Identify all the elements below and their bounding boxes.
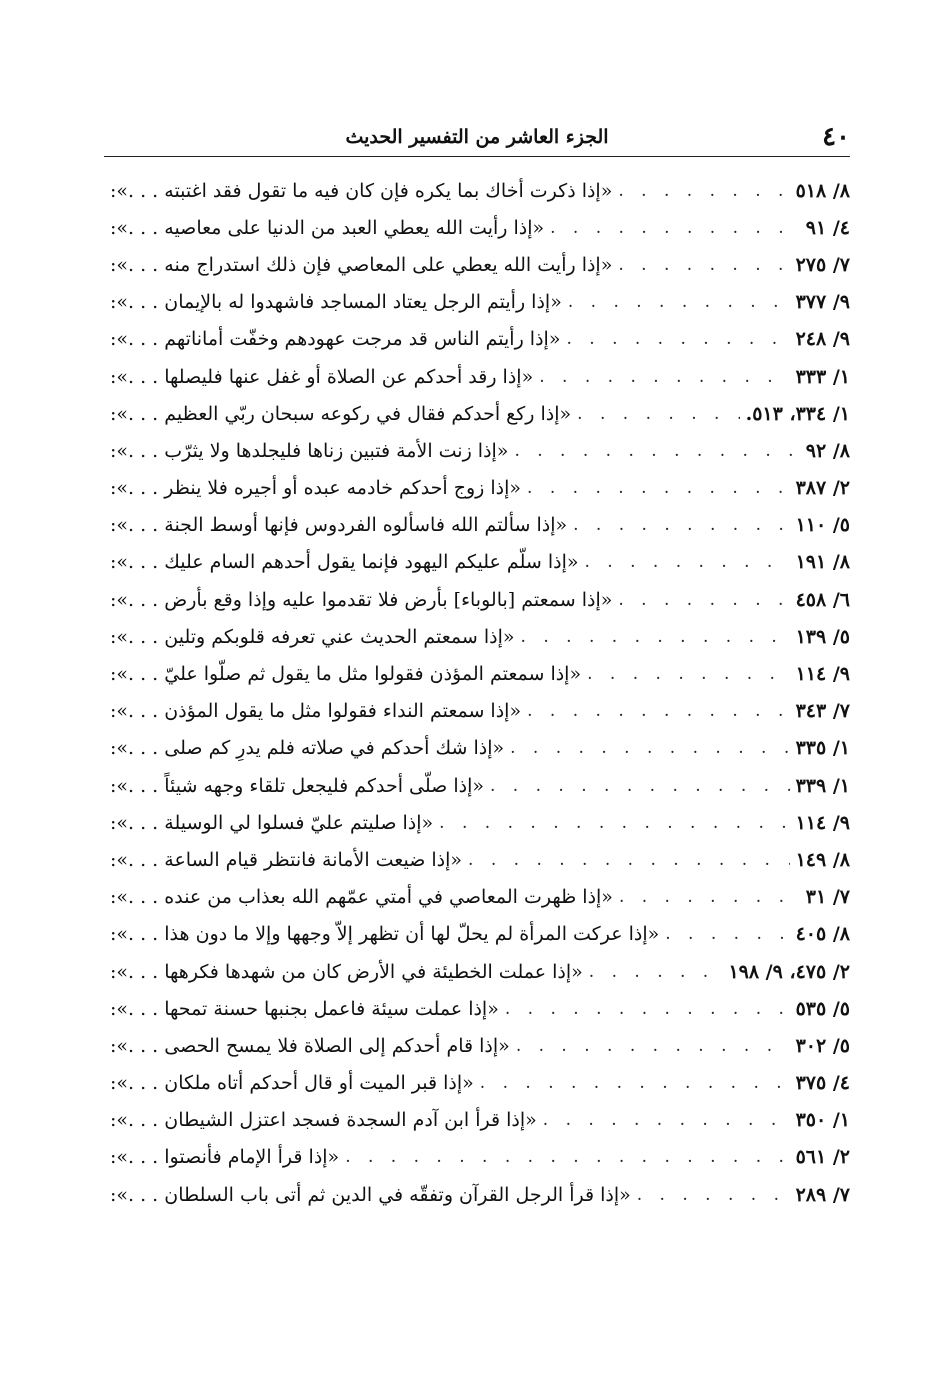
entry-text: «إذا صليتم عليّ فسلوا لي الوسيلة . . .»: — [110, 811, 434, 834]
entry-reference: ٧/ ٢٧٥ — [795, 253, 850, 276]
entry-reference: ٨/ ١٤٩ — [795, 848, 850, 871]
index-entry — [104, 1176, 850, 1213]
index-entry — [104, 693, 850, 730]
entry-reference: ٤/ ٩١ — [805, 216, 850, 239]
entry-reference: ١/ ٣٣٩ — [795, 774, 850, 797]
index-entry — [104, 804, 850, 841]
entry-reference: ٧/ ٢٨٩ — [795, 1183, 850, 1206]
index-entry — [104, 395, 850, 432]
dot-leader — [439, 813, 789, 833]
entry-text: «إذا سمعتم المؤذن فقولوا مثل ما يقول ثم صلّوا عليّ . . .»: — [110, 663, 582, 686]
dot-leader — [468, 850, 790, 870]
dot-leader — [566, 329, 789, 349]
entry-reference: ١/ ٣٣٣ — [795, 365, 850, 388]
page-number: ٤٠ — [822, 122, 850, 152]
index-entry — [104, 172, 850, 209]
dot-leader — [619, 887, 800, 907]
entry-reference: ٥/ ١٣٩ — [795, 625, 850, 648]
entry-text: «إذا قبر الميت أو قال أحدكم أتاه ملكان . . .»: — [110, 1072, 474, 1095]
entry-reference: ٥/ ١١٠ — [795, 514, 850, 537]
dot-leader — [514, 441, 799, 461]
entry-text: «إذا سمعتم الحديث عني تعرفه قلوبكم وتلين . . .»: — [110, 625, 515, 648]
entry-reference: ٩/ ١١٤ — [795, 811, 850, 834]
dot-leader — [490, 776, 790, 796]
index-entry — [104, 1027, 850, 1064]
index-entry — [104, 1102, 850, 1139]
dot-leader — [584, 552, 789, 572]
entry-reference: ٦/ ٤٥٨ — [795, 588, 850, 611]
page-header — [104, 118, 850, 157]
entry-text: «إذا سمعتم [بالوباء] بأرض فلا تقدموا عليه وإذا وقع بأرض . . .»: — [110, 588, 613, 611]
entry-reference: ١/ ٣٣٥ — [795, 737, 850, 760]
entry-text: «إذا قرأ الإمام فأنصتوا . . .»: — [110, 1146, 340, 1169]
entry-text: «إذا قرأ الرجل القرآن وتفقّه في الدين ثم أتى باب السلطان . . .»: — [110, 1183, 631, 1206]
dot-leader — [568, 292, 790, 312]
entry-reference: ٥/ ٣٠٢ — [795, 1034, 850, 1057]
index-entry — [104, 507, 850, 544]
index-entry — [104, 916, 850, 953]
dot-leader — [618, 590, 789, 610]
index-entry — [104, 581, 850, 618]
entry-text: «إذا قام أحدكم إلى الصلاة فلا يمسح الحصى . . .»: — [110, 1034, 510, 1057]
entry-text: «إذا ضيعت الأمانة فانتظر قيام الساعة . . .»: — [110, 848, 463, 871]
index-entry — [104, 953, 850, 990]
entry-reference: ٤/ ٣٧٥ — [795, 1072, 850, 1095]
dot-leader — [527, 478, 790, 498]
entry-text: «إذا رأيت الله يعطي العبد من الدنيا على معاصيه . . .»: — [110, 216, 545, 239]
entry-reference: ٩/ ١١٤ — [795, 663, 850, 686]
entry-reference: ٩/ ٢٤٨ — [795, 328, 850, 351]
entry-text: «إذا زوج أحدكم خادمه عبده أو أجيره فلا ينظر . . .»: — [110, 477, 522, 500]
index-entry — [104, 618, 850, 655]
index-entry — [104, 432, 850, 469]
entry-reference: ٢/ ٥٦١ — [795, 1146, 850, 1169]
index-entry — [104, 767, 850, 804]
dot-leader — [527, 701, 790, 721]
entry-text: «إذا رأيتم الرجل يعتاد المساجد فاشهدوا له بالإيمان . . .»: — [110, 291, 562, 314]
index-entry — [104, 321, 850, 358]
entry-reference: ٨/ ٤٠٥ — [795, 923, 850, 946]
entry-text: «إذا سألتم الله فاسألوه الفردوس فإنها أوسط الجنة . . .»: — [110, 514, 568, 537]
entry-text: «إذا عملت سيئة فاعمل بجنبها حسنة تمحها . . .»: — [110, 997, 499, 1020]
dot-leader — [589, 962, 723, 982]
entry-text: «إذا سمعتم النداء فقولوا مثل ما يقول المؤذن . . .»: — [110, 700, 522, 723]
index-entry — [104, 358, 850, 395]
hadith-index-list — [104, 172, 850, 1213]
dot-leader — [573, 515, 789, 535]
dot-leader — [618, 255, 789, 275]
entry-reference: ٨/ ٥١٨ — [795, 179, 850, 202]
index-entry — [104, 879, 850, 916]
index-entry — [104, 655, 850, 692]
dot-leader — [543, 1110, 790, 1130]
entry-reference: ٩/ ٣٧٧ — [795, 291, 850, 314]
index-entry — [104, 544, 850, 581]
index-entry — [104, 246, 850, 283]
dot-leader — [480, 1073, 790, 1093]
entry-text: «إذا عملت الخطيئة في الأرض كان من شهدها فكرهها . . .»: — [110, 960, 583, 983]
dot-leader — [577, 404, 739, 424]
dot-leader — [505, 999, 790, 1019]
index-entry — [104, 1065, 850, 1102]
index-entry — [104, 841, 850, 878]
dot-leader — [637, 1185, 790, 1205]
entry-text: «إذا ركع أحدكم فقال في ركوعه سبحان ربّي العظيم . . .»: — [110, 402, 572, 425]
dot-leader — [510, 738, 789, 758]
entry-text: «إذا رأيت الله يعطي على المعاصي فإن ذلك استدراج منه . . .»: — [110, 253, 613, 276]
entry-text: «إذا عركت المرأة لم يحلّ لها أن تظهر إلاّ وجهها وإلا ما دون هذا . . .»: — [110, 923, 660, 946]
index-entry — [104, 1139, 850, 1176]
entry-reference: ٨/ ١٩١ — [795, 551, 850, 574]
entry-reference: ٢/ ٣٨٧ — [795, 477, 850, 500]
entry-text: «إذا ذكرت أخاك بما يكره فإن كان فيه ما تقول فقد اغتبته . . .»: — [110, 179, 613, 202]
dot-leader — [665, 924, 789, 944]
entry-reference: ٢/ ٤٧٥، ٩/ ١٩٨ — [728, 960, 850, 983]
dot-leader — [618, 181, 789, 201]
entry-text: «إذا سلّم عليكم اليهود فإنما يقول أحدهم السام عليك . . .»: — [110, 551, 579, 574]
index-entry — [104, 470, 850, 507]
entry-text: «إذا شك أحدكم في صلاته فلم يدرِ كم صلى . . .»: — [110, 737, 505, 760]
entry-reference: ٧/ ٣٤٣ — [795, 700, 850, 723]
entry-reference: ٧/ ٣١ — [805, 886, 850, 909]
index-entry — [104, 284, 850, 321]
dot-leader — [550, 218, 800, 238]
entry-text: «إذا صلّى أحدكم فليجعل تلقاء وجهه شيئاً . . .»: — [110, 774, 484, 797]
entry-reference: ١/ ٣٣٤، ٥١٣. — [745, 402, 850, 425]
dot-leader — [521, 627, 790, 647]
entry-text: «إذا ظهرت المعاصي في أمتي عمّهم الله بعذاب من عنده . . .»: — [110, 886, 613, 909]
index-entry — [104, 990, 850, 1027]
index-entry — [104, 730, 850, 767]
dot-leader — [516, 1036, 790, 1056]
dot-leader — [539, 367, 789, 387]
entry-text: «إذا قرأ ابن آدم السجدة فسجد اعتزل الشيطان . . .»: — [110, 1109, 537, 1132]
index-entry — [104, 209, 850, 246]
entry-reference: ٨/ ٩٢ — [805, 439, 850, 462]
entry-text: «إذا رأيتم الناس قد مرجت عهودهم وخفّت أماناتهم . . .»: — [110, 328, 561, 351]
dot-leader — [587, 664, 790, 684]
entry-reference: ١/ ٣٥٠ — [795, 1109, 850, 1132]
entry-reference: ٥/ ٥٣٥ — [795, 997, 850, 1020]
entry-text: «إذا زنت الأمة فتبين زناها فليجلدها ولا يثرّب . . .»: — [110, 439, 509, 462]
running-title: الجزء العاشر من التفسير الحديث — [345, 126, 609, 148]
dot-leader — [345, 1147, 789, 1167]
entry-text: «إذا رقد أحدكم عن الصلاة أو غفل عنها فليصلها . . .»: — [110, 365, 534, 388]
